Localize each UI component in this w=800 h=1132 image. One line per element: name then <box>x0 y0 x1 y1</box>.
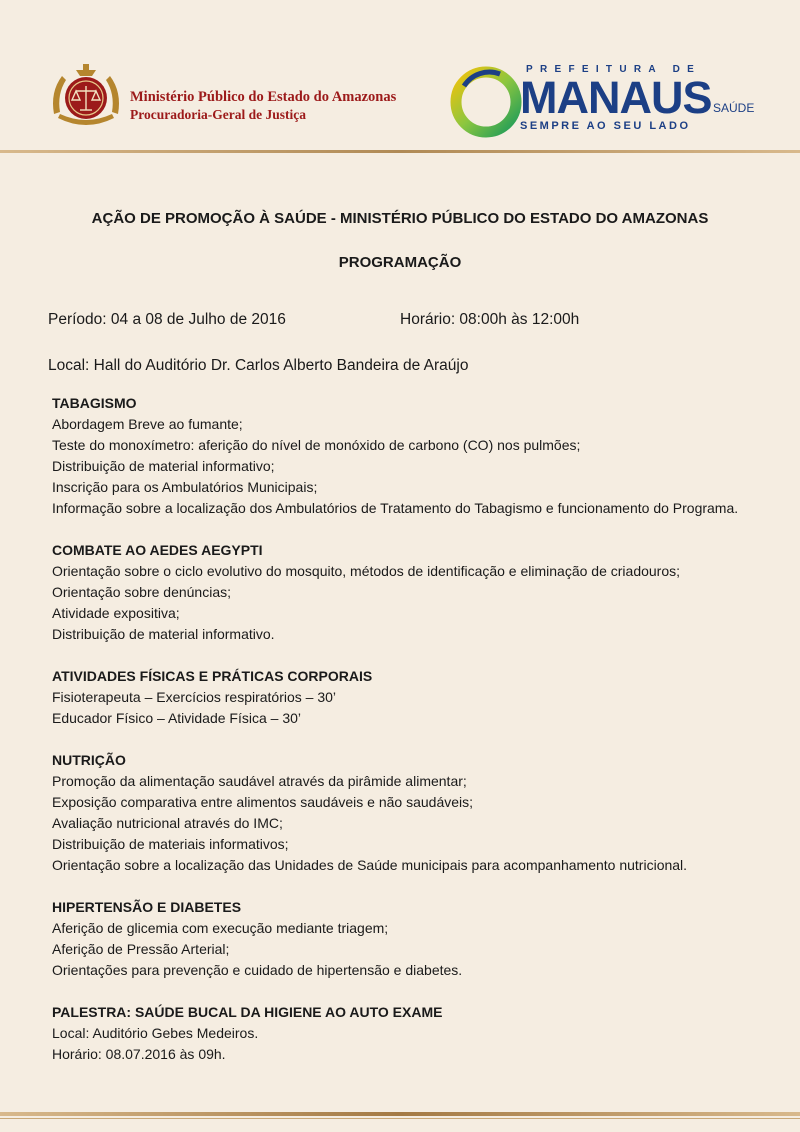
section-hipertensao-diabetes <box>52 897 746 981</box>
periodo-text: Período: 04 a 08 de Julho de 2016 <box>48 311 286 328</box>
section-line: Distribuição de material informativo. <box>52 626 275 642</box>
document-title: AÇÃO DE PROMOÇÃO À SAÚDE - MINISTÉRIO PÚBLICO DO ESTADO DO AMAZONAS <box>91 210 709 227</box>
saude-label: SAÚDE <box>713 101 755 115</box>
section-line: Promoção da alimentação saudável através da pirâmide alimentar; <box>52 773 467 789</box>
mp-line-2: Procuradoria-Geral de Justiça <box>130 107 306 122</box>
section-line: Atividade expositiva; <box>52 605 180 621</box>
section-line: Abordagem Breve ao fumante; <box>52 416 243 432</box>
section-line: Orientações para prevenção e cuidado de hipertensão e diabetes. <box>52 962 463 978</box>
section-title: TABAGISMO <box>52 395 137 411</box>
section-title: HIPERTENSÃO E DIABETES <box>52 899 242 915</box>
section-aedes-aegypti <box>52 540 746 645</box>
section-line: Horário: 08.07.2016 às 09h. <box>52 1046 226 1062</box>
section-line: Aferição de glicemia com execução mediante triagem; <box>52 920 389 936</box>
slogan: SEMPRE AO SEU LADO <box>520 120 691 132</box>
footer-divider <box>0 1112 800 1116</box>
section-tabagismo <box>52 393 746 519</box>
mp-line-1: Ministério Público do Estado do Amazonas <box>130 89 397 105</box>
section-line: Avaliação nutricional através do IMC; <box>52 815 283 831</box>
section-line: Orientação sobre a localização das Unidades de Saúde municipais para acompanhamento nutricional. <box>52 857 688 873</box>
section-line: Teste do monoxímetro: aferição do nível de monóxido de carbono (CO) nos pulmões; <box>52 437 581 453</box>
section-line: Inscrição para os Ambulatórios Municipais; <box>52 479 318 495</box>
local-text: Local: Hall do Auditório Dr. Carlos Alberto Bandeira de Araújo <box>48 357 469 374</box>
section-nutricao <box>52 750 746 876</box>
section-line: Educador Físico – Atividade Física – 30’ <box>52 710 302 726</box>
prefeitura-label: PREFEITURA DE <box>526 64 702 75</box>
horario-text: Horário: 08:00h às 12:00h <box>400 311 580 328</box>
section-line: Orientação sobre denúncias; <box>52 584 231 600</box>
ministerio-publico-seal-icon <box>48 62 124 132</box>
section-palestra <box>52 1002 746 1065</box>
section-line: Fisioterapeuta – Exercícios respiratórios – 30’ <box>52 689 337 705</box>
section-title: COMBATE AO AEDES AEGYPTI <box>52 542 263 558</box>
section-atividades-fisicas <box>52 666 746 729</box>
program-content <box>52 393 746 1086</box>
section-line: Local: Auditório Gebes Medeiros. <box>52 1025 259 1041</box>
section-line: Distribuição de materiais informativos; <box>52 836 289 852</box>
page-header <box>0 0 800 150</box>
section-title: ATIVIDADES FÍSICAS E PRÁTICAS CORPORAIS <box>52 668 373 684</box>
section-line: Informação sobre a localização dos Ambulatórios de Tratamento do Tabagismo e funcionamento do Programa. <box>52 500 739 516</box>
section-line: Orientação sobre o ciclo evolutivo do mosquito, métodos de identificação e eliminação de criadouros; <box>52 563 681 579</box>
ministerio-publico-name <box>130 88 396 123</box>
manaus-label: MANAUS <box>520 72 712 123</box>
document-subtitle: PROGRAMAÇÃO <box>338 254 462 271</box>
section-title: PALESTRA: SAÚDE BUCAL DA HIGIENE AO AUTO EXAME <box>52 1004 443 1020</box>
section-line: Exposição comparativa entre alimentos saudáveis e não saudáveis; <box>52 794 474 810</box>
header-divider <box>0 150 800 153</box>
section-line: Distribuição de material informativo; <box>52 458 275 474</box>
footer-divider-thin <box>0 1118 800 1119</box>
section-line: Aferição de Pressão Arterial; <box>52 941 230 957</box>
section-title: NUTRIÇÃO <box>52 752 126 768</box>
prefeitura-manaus-ring-icon <box>450 66 522 138</box>
prefeitura-manaus-wordmark <box>520 64 712 133</box>
